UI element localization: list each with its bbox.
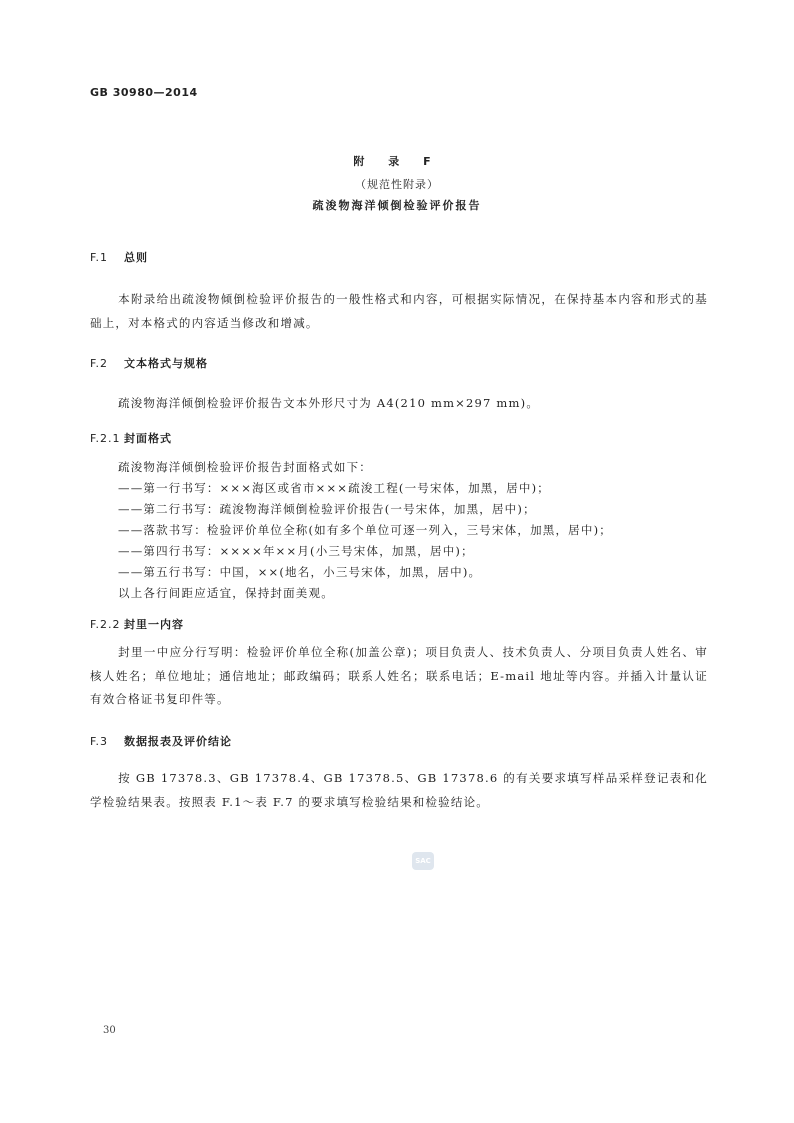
section-title: 文本格式与规格 [124, 357, 208, 370]
section-f3-paragraph [90, 767, 708, 814]
paragraph-text: 按 GB 17378.3、GB 17378.4、GB 17378.5、GB 17378.6 的有关要求填写样品采样登记表和化学检验结果表。按照表 F.1～表 F.7 的要求填写检验结果和检验结论。 [90, 771, 708, 809]
standard-code: GB 30980—2014 [90, 86, 198, 99]
sac-watermark-logo: SAC [412, 852, 434, 870]
section-heading-f22 [90, 616, 184, 632]
cover-format-line: ——第一行书写：×××海区或省市×××疏浚工程(一号宋体，加黑，居中)； [118, 481, 550, 495]
section-title: 总则 [124, 251, 148, 264]
cover-format-line: 疏浚物海洋倾倒检验评价报告封面格式如下： [118, 460, 372, 474]
section-number: F.2 [90, 357, 109, 370]
section-heading-f21 [90, 430, 172, 446]
section-number: F.2.1 [90, 432, 121, 445]
appendix-title: 附 录 F [353, 155, 441, 168]
section-heading-f2 [90, 355, 208, 371]
cover-format-line: ——第二行书写：疏浚物海洋倾倒检验评价报告(一号宋体，加黑，居中)； [118, 502, 536, 516]
appendix-type: （规范性附录） [355, 178, 439, 191]
section-f1-paragraph [90, 288, 708, 335]
section-f22-paragraph [90, 641, 708, 712]
section-title: 封里一内容 [124, 618, 184, 631]
section-number: F.2.2 [90, 618, 121, 631]
section-heading-f1 [90, 249, 148, 265]
section-f2-paragraph [90, 392, 708, 416]
section-number: F.1 [90, 251, 109, 264]
section-heading-f3 [90, 733, 232, 749]
cover-format-line: 以上各行间距应适宜，保持封面美观。 [118, 586, 334, 600]
paragraph-text: 本附录给出疏浚物倾倒检验评价报告的一般性格式和内容，可根据实际情况，在保持基本内容和形式的基础上，对本格式的内容适当修改和增减。 [90, 292, 708, 330]
page-number: 30 [103, 1025, 116, 1036]
paragraph-text: 疏浚物海洋倾倒检验评价报告文本外形尺寸为 A4(210 mm×297 mm)。 [118, 396, 540, 410]
cover-format-line: ——第四行书写：××××年××月(小三号宋体，加黑，居中)； [118, 544, 474, 558]
cover-format-line: ——落款书写：检验评价单位全称(如有多个单位可逐一列入，三号宋体，加黑，居中)； [118, 523, 612, 537]
section-title: 数据报表及评价结论 [124, 735, 232, 748]
appendix-name: 疏浚物海洋倾倒检验评价报告 [312, 199, 482, 212]
cover-format-line: ——第五行书写：中国，××(地名，小三号宋体，加黑，居中)。 [118, 565, 482, 579]
section-number: F.3 [90, 735, 109, 748]
paragraph-text: 封里一中应分行写明：检验评价单位全称(加盖公章)；项目负责人、技术负责人、分项目负责人姓名、审核人姓名；单位地址；通信地址；邮政编码；联系人姓名；联系电话；E-mail 地址等内容。并插入计量认证有效合格证书复印件等。 [90, 645, 708, 706]
section-title: 封面格式 [124, 432, 172, 445]
